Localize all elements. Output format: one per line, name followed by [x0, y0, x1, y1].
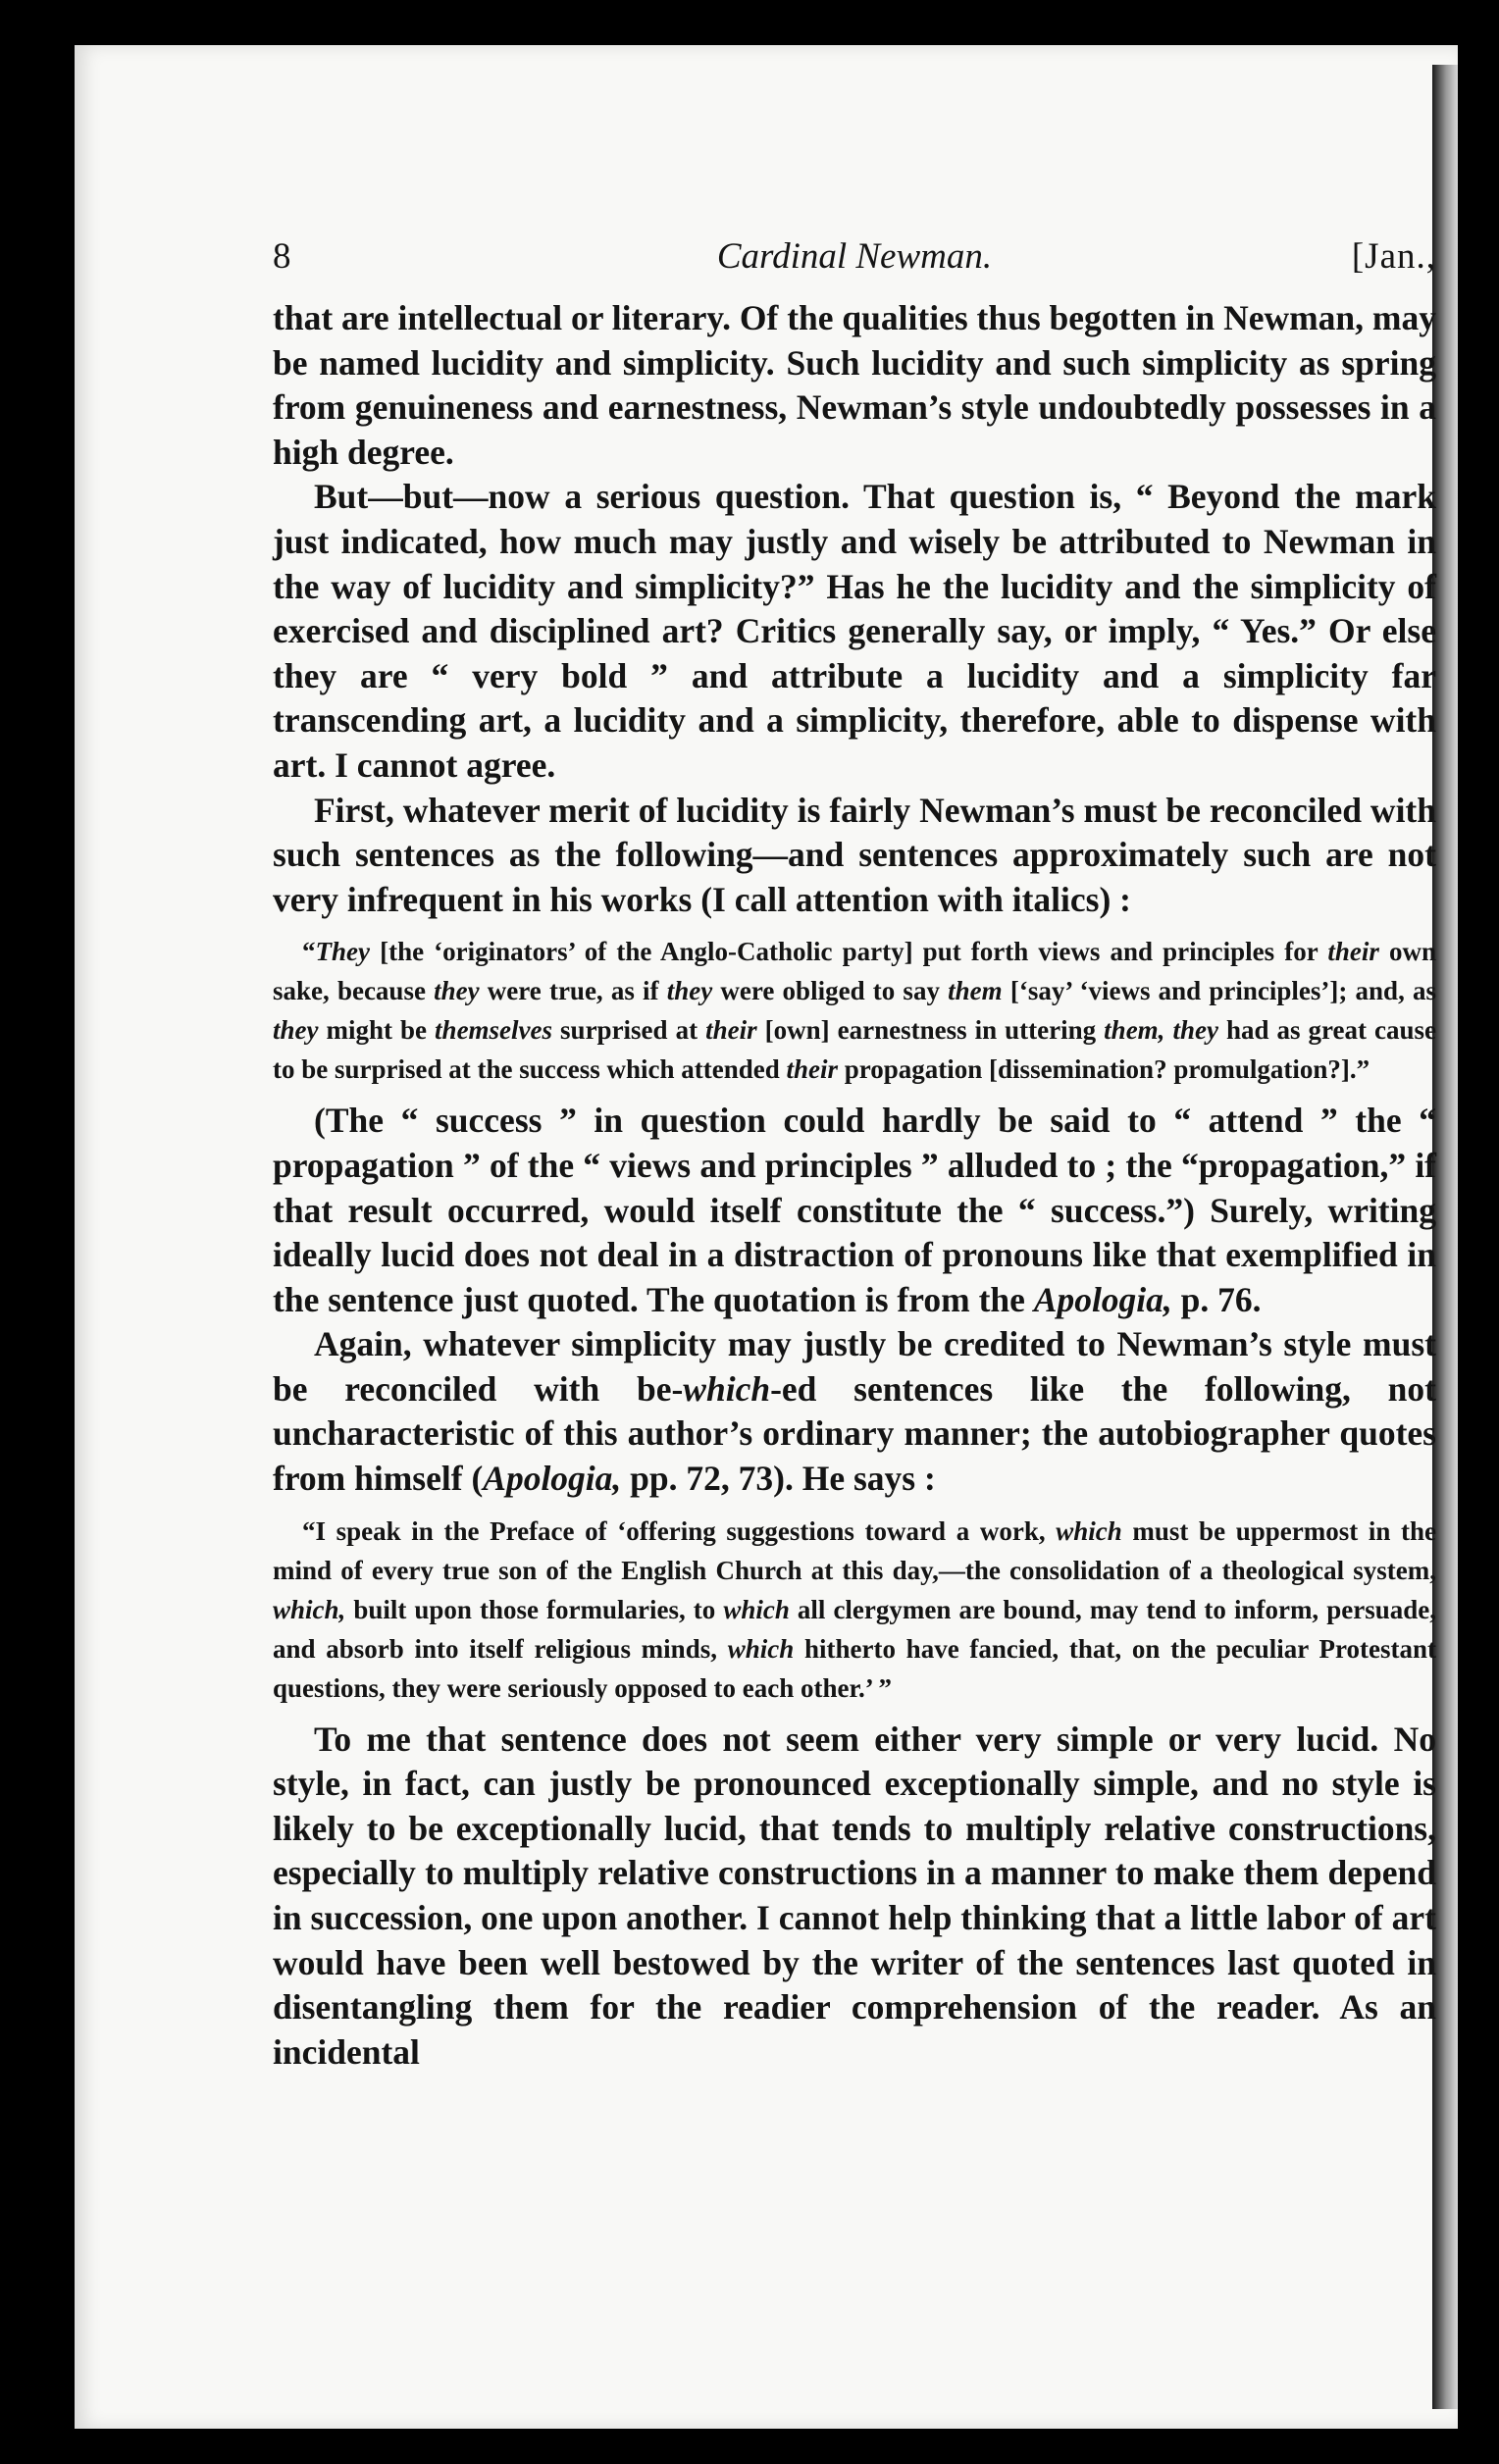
paragraph-2: But—but—now a serious question. That question is, “ Beyond the mark just indicated, how much may justly and wisely be attributed to Newman in the way of lucidity and simplicity?” Has he the lucidity and the simplicity of exercised and disciplined art? Critics generally say, or imply, “ Yes.” Or else they are “ very bold ” and attribute a lucidity and a simplicity far transcending art, a lucidity and a simplicity, therefore, able to dispense with art. I cannot agree. [273, 477, 1436, 785]
quote-text: had as great cause to be surprised at the success which attended [273, 1015, 1436, 1085]
book-title-apologia: Apologia, [1033, 1279, 1172, 1319]
which-emphasis: which [683, 1368, 771, 1409]
quote-italic: their [705, 1015, 757, 1046]
quote-text: [‘say’ ‘views and principles’]; and, as [1002, 976, 1437, 1006]
quote-italic: them [948, 976, 1003, 1006]
quote-text: were obliged to say [712, 976, 949, 1006]
quote-text: might be [318, 1015, 436, 1046]
book-page [75, 45, 1458, 2429]
quote-text: must be uppermost in the mind of every true son of the English Church at this day,—the consolidation of a theological system, [273, 1515, 1436, 1585]
paragraph-6: To me that sentence does not seem either very simple or very lucid. No style, in fact, can justly be pronounced exceptionally simple, and no style is likely to be exceptionally lucid, that tends to multiply relative constructions, especially to multiply relative constructions in a manner to make them depend in succession, one upon another. I cannot help thinking that a little labor of art would have been well bestowed by the writer of the sentences last quoted in disentangling them for the readier comprehension of the reader. As an incidental [273, 1719, 1436, 2072]
quote-text: built upon those formularies, to [345, 1594, 724, 1624]
quote-text: “I speak in the Preface of ‘offering suggestions toward a work, [302, 1515, 1057, 1546]
quote-italic: their [786, 1054, 839, 1085]
quote-text: were true, as if [479, 976, 667, 1006]
paragraph-1: that are intellectual or literary. Of the qualities thus begotten in Newman, may be named lucidity and simplicity. Such lucidity and such simplicity as spring from genuineness and earnestness, Newman’s style undoubtedly possesses in a high degree. [273, 298, 1436, 472]
quote-text: [the ‘originators’ of the Anglo-Catholic party] put forth views and principles for [369, 937, 1328, 967]
quote-text: all clergymen are bound, may tend to inform, persuade, and absorb into itself religious minds, [273, 1594, 1436, 1664]
quote-text: propagation [dissemination? promulgation?].” [838, 1054, 1370, 1085]
quote-italic: They [315, 937, 370, 967]
quote-italic: which [1056, 1515, 1122, 1546]
quote-italic: which [723, 1594, 790, 1624]
quote-text: surprised at [552, 1015, 706, 1046]
block-quote-2 [273, 1512, 1436, 1708]
paragraph-4 [273, 1099, 1436, 1322]
paragraph-3: First, whatever merit of lucidity is fairly Newman’s must be reconciled with such sentences as the following—and sentences approximately such are not very infrequent in his works (I call attention with italics) : [273, 790, 1436, 919]
page-number: 8 [273, 236, 291, 277]
quote-text: “ [302, 937, 316, 967]
quote-text: hitherto have fancied, that, on the peculiar Protestant questions, they were seriously opposed to each other.’ ” [273, 1633, 1436, 1703]
paragraph-4-end: p. 76. [1171, 1279, 1262, 1319]
running-title: Cardinal Newman. [716, 236, 993, 277]
running-head [273, 228, 1436, 296]
paragraph-5 [273, 1322, 1436, 1501]
block-quote-1 [273, 932, 1436, 1089]
quote-italic: they [273, 1015, 319, 1046]
page-content [273, 228, 1436, 2075]
quote-italic: which, [273, 1594, 346, 1624]
quote-italic: they [434, 976, 480, 1006]
quote-italic: themselves [435, 1015, 553, 1046]
quote-text: own sake, because [273, 937, 1436, 1006]
paragraph-5-text-b: -ed sentences like the following, not uncharacteristic of this author’s ordinary manner; the autobiographer quotes from himself ( [273, 1368, 1436, 1499]
quote-italic: them, they [1104, 1015, 1218, 1046]
running-date: [Jan., [1351, 236, 1436, 277]
quote-italic: they [666, 976, 713, 1006]
paragraph-5-text-a: Again, whatever simplicity may justly be credited to Newman’s style must be reconciled with be- [273, 1324, 1436, 1409]
quote-text: [own] earnestness in uttering [756, 1015, 1105, 1046]
quote-italic: their [1327, 937, 1379, 967]
quote-italic: which [727, 1633, 795, 1664]
paragraph-4-text: (The “ success ” in question could hardly be said to “ attend ” the “ propagation ” of the “ views and principles ” alluded to ; the “propagation,” if that result occurred, would itself constitute the “ success.”) Surely, writing ideally lucid does not deal in a distraction of pronouns like that exemplified in the sentence just quoted. The quotation is from the [273, 1101, 1436, 1319]
paragraph-5-text-c: pp. 72, 73). He says : [621, 1459, 936, 1499]
book-title-apologia: Apologia, [483, 1459, 622, 1499]
